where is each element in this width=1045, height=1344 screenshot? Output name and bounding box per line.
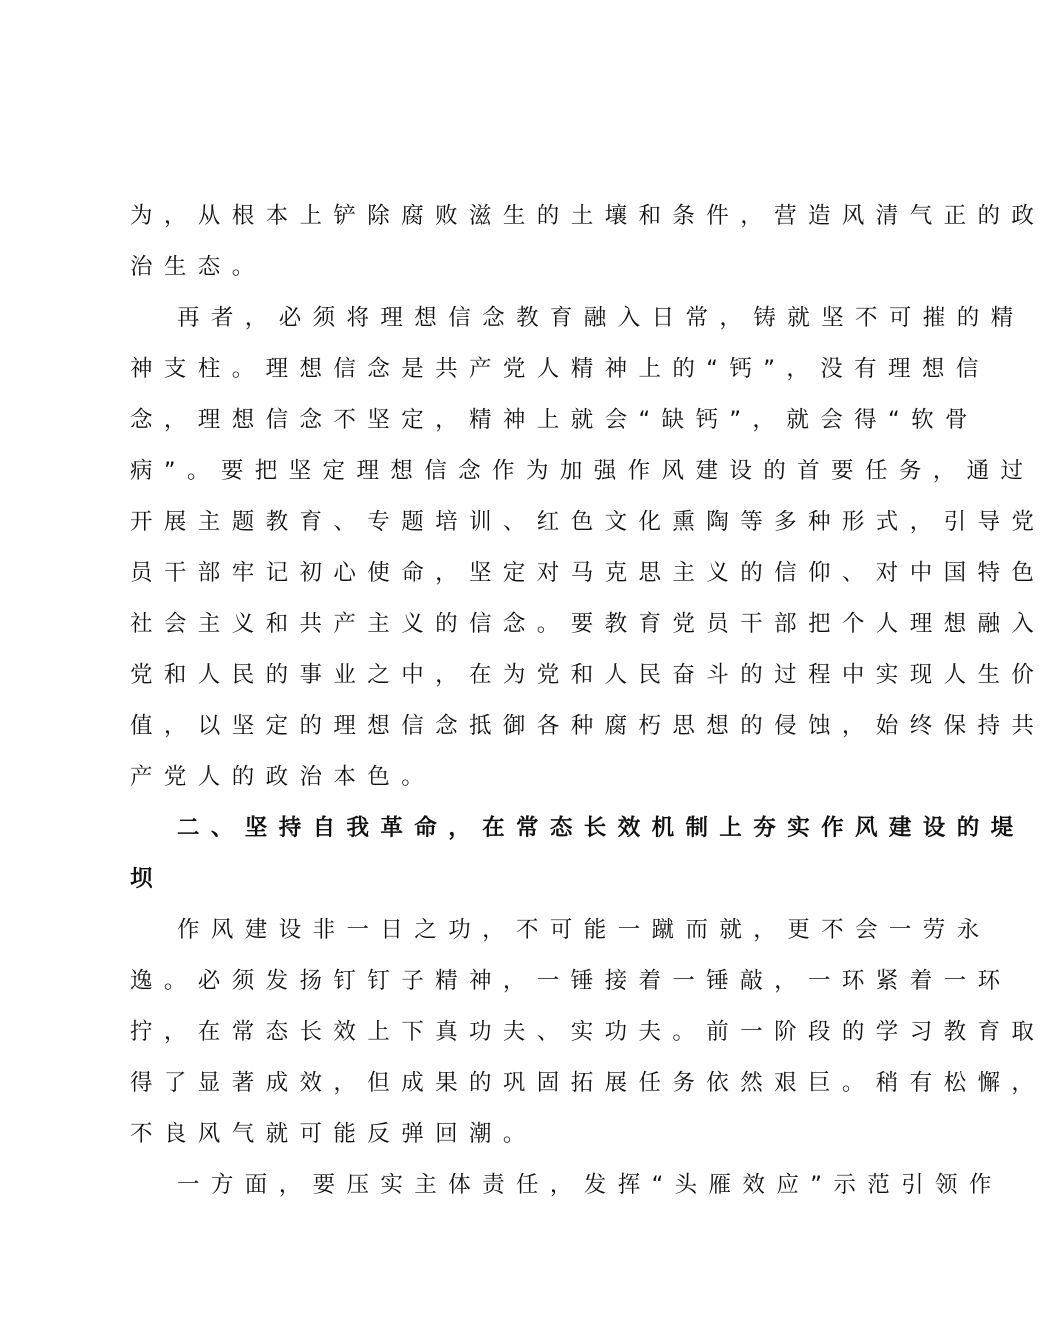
text-line: 得了显著成效，但成果的巩固拓展任务依然艰巨。稍有松懈， — [130, 1070, 1045, 1096]
paragraph-continuation — [130, 196, 1045, 298]
text-line: 治生态。 — [130, 254, 266, 280]
text-line: 病”。要把坚定理想信念作为加强作风建设的首要任务，通过 — [130, 458, 1035, 484]
text-line: 拧，在常态长效上下真功夫、实功夫。前一阶段的学习教育取 — [130, 1019, 1045, 1045]
text-line: 为，从根本上铲除腐败滋生的土壤和条件，营造风清气正的政 — [130, 203, 1045, 229]
text-line: 作风建设非一日之功，不可能一蹴而就，更不会一劳永 — [177, 917, 991, 943]
text-line: 产党人的政治本色。 — [130, 764, 436, 790]
text-line: 一方面，要压实主体责任，发挥“头雁效应”示范引领作 — [177, 1172, 1003, 1198]
text-line: 社会主义和共产主义的信念。要教育党员干部把个人理想融入 — [130, 611, 1045, 637]
text-line: 开展主题教育、专题培训、红色文化熏陶等多种形式，引导党 — [130, 509, 1045, 535]
text-line: 念，理想信念不坚定，精神上就会“缺钙”，就会得“软骨 — [130, 407, 979, 433]
text-line: 员干部牢记初心使命，坚定对马克思主义的信仰、对中国特色 — [130, 560, 1045, 586]
document-body — [130, 196, 1045, 1216]
heading-line: 二、坚持自我革命，在常态长效机制上夯实作风建设的堤 — [177, 815, 1025, 841]
paragraph-long-term-mechanism — [130, 910, 1045, 1165]
text-line: 逸。必须发扬钉钉子精神，一锤接着一锤敲，一环紧着一环 — [130, 968, 1012, 994]
paragraph-responsibility — [130, 1165, 1003, 1216]
section-heading — [130, 808, 1025, 910]
heading-line: 坝 — [130, 866, 164, 892]
text-line: 值，以坚定的理想信念抵御各种腐朽思想的侵蚀，始终保持共 — [130, 713, 1045, 739]
text-line: 再者，必须将理想信念教育融入日常，铸就坚不可摧的精 — [177, 305, 1025, 331]
text-line: 神支柱。理想信念是共产党人精神上的“钙”，没有理想信 — [130, 356, 990, 382]
text-line: 不良风气就可能反弹回潮。 — [130, 1121, 537, 1147]
text-line: 党和人民的事业之中，在为党和人民奋斗的过程中实现人生价 — [130, 662, 1045, 688]
paragraph-ideals-belief — [130, 298, 1045, 808]
